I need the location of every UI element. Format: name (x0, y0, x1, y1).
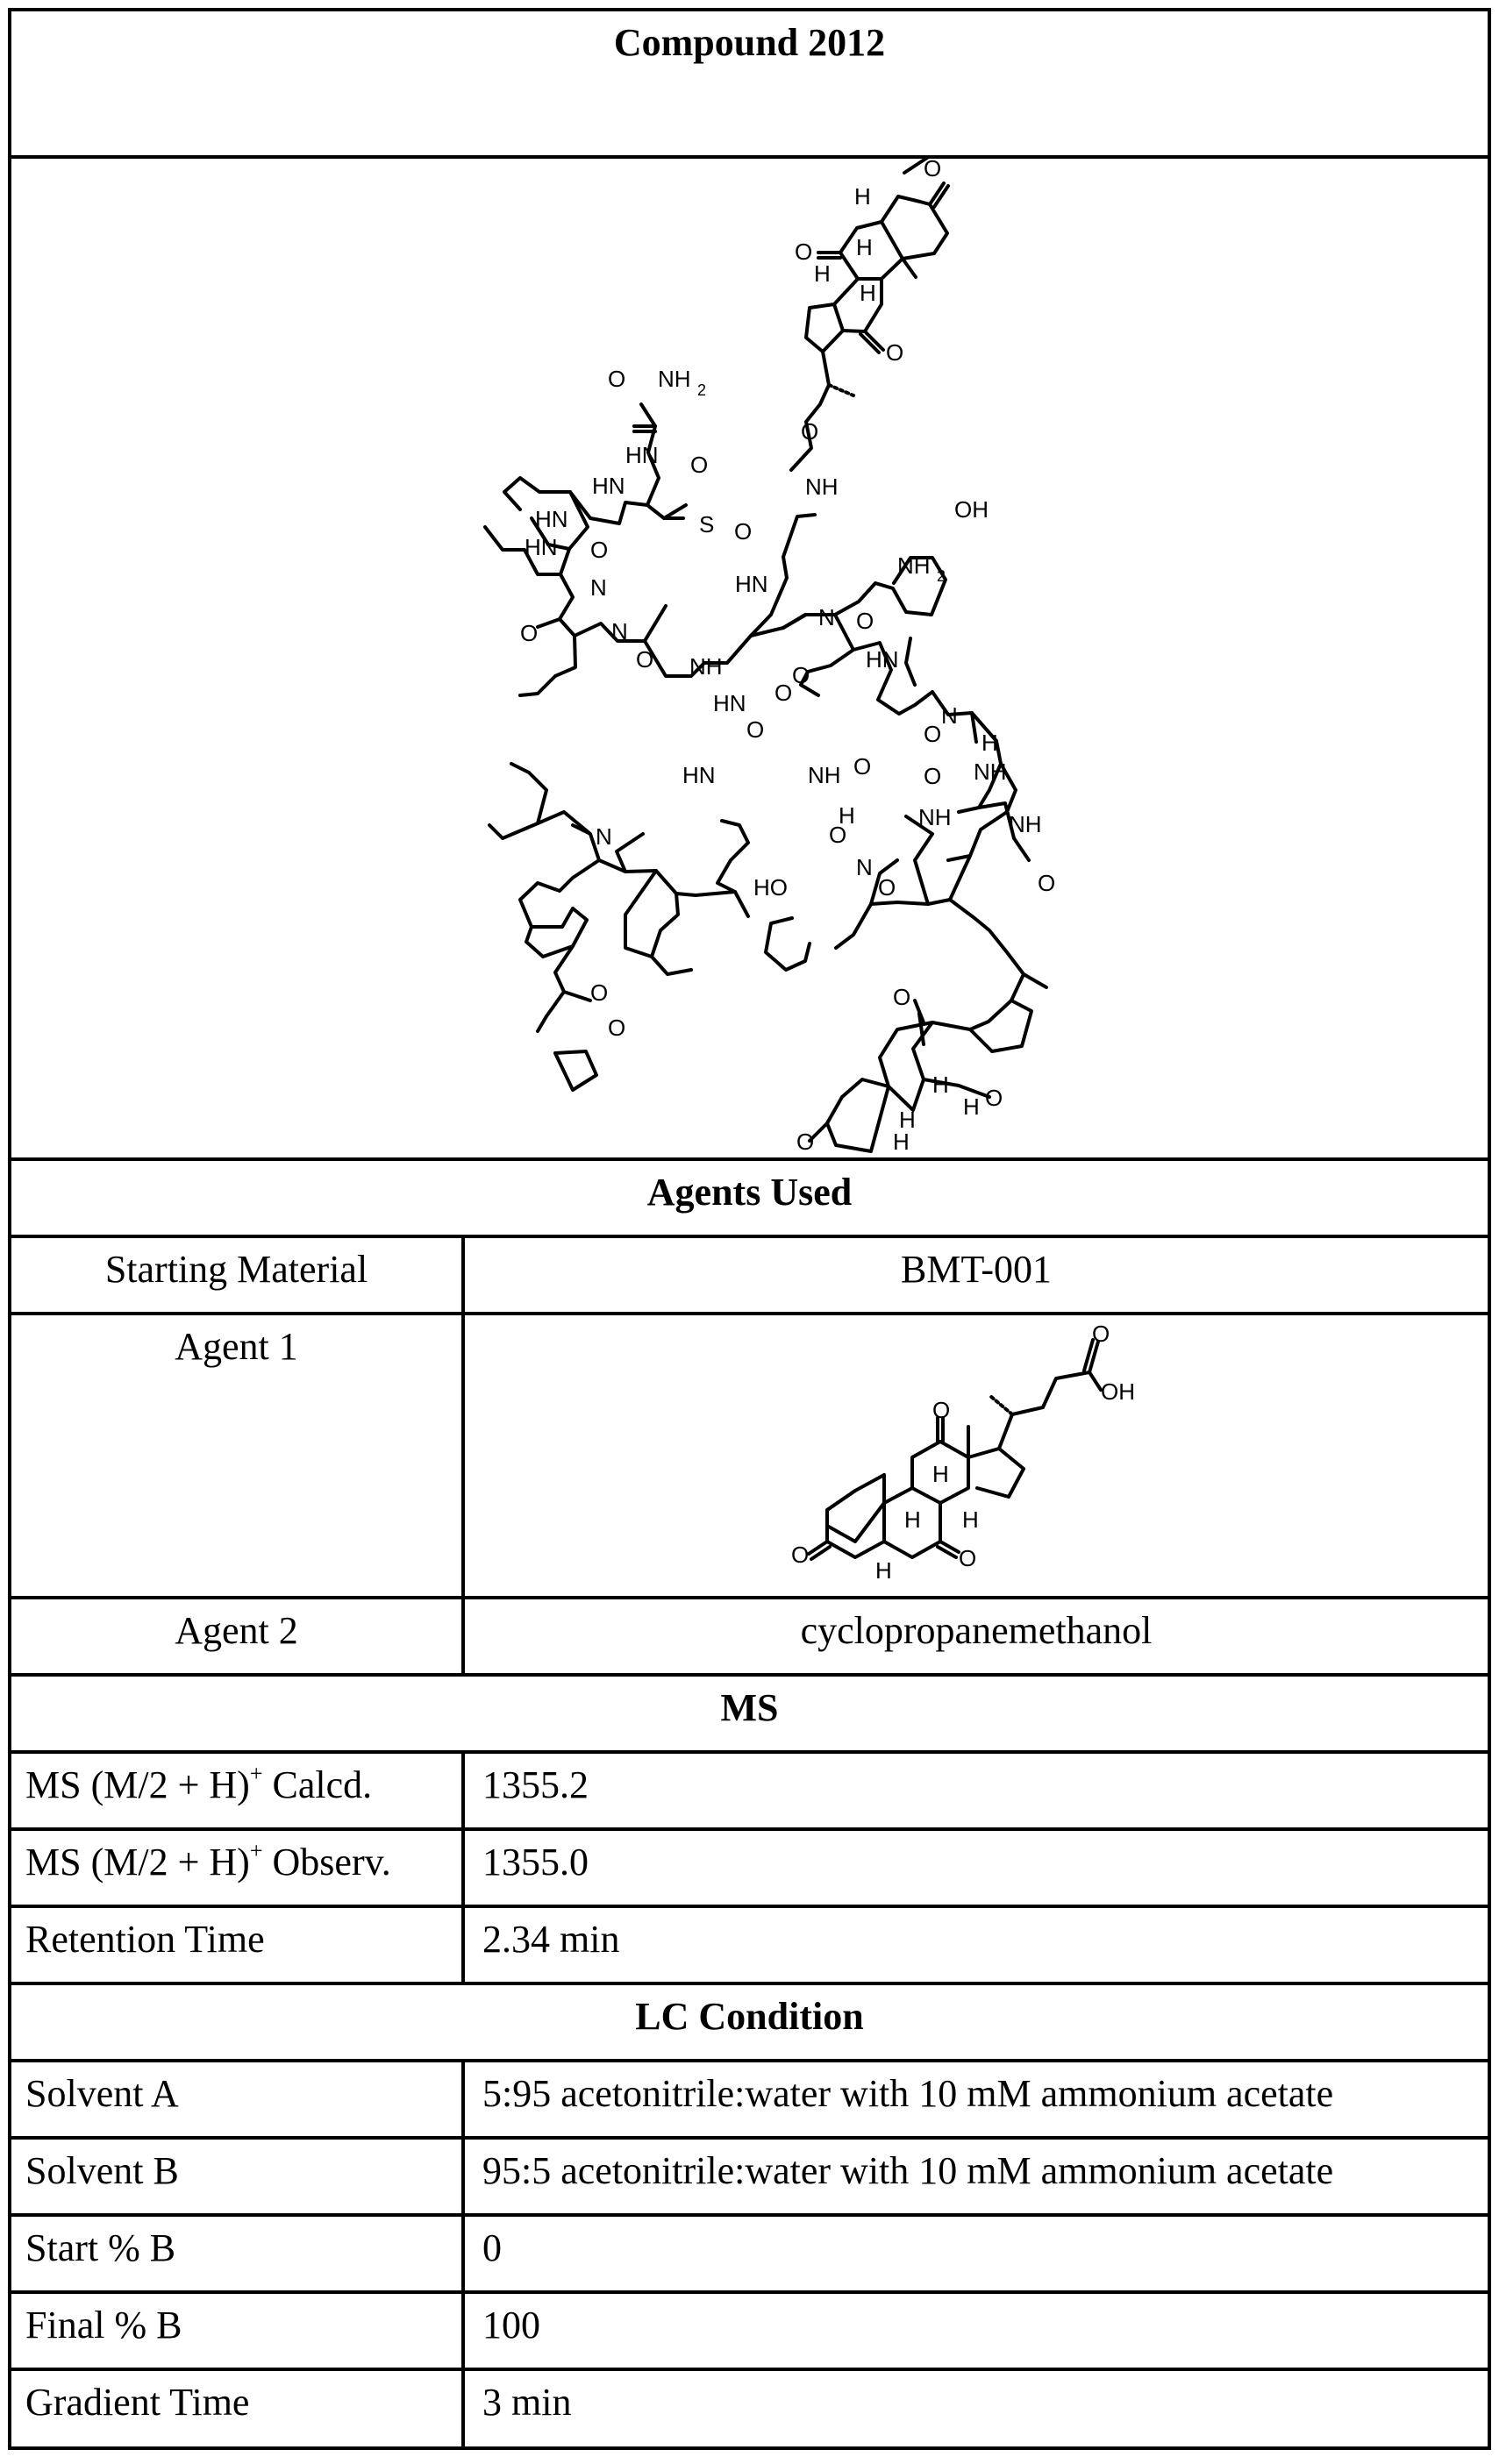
svg-text:O: O (924, 159, 942, 182)
svg-text:HN: HN (735, 571, 768, 597)
svg-text:HN: HN (535, 506, 568, 532)
ms-observ-label-suffix: Observ. (262, 1841, 391, 1884)
svg-text:N: N (818, 604, 835, 630)
ms-calcd-value: 1355.2 (463, 1752, 1489, 1829)
svg-text:O: O (636, 646, 654, 673)
svg-text:O: O (985, 1085, 1003, 1111)
svg-text:O: O (959, 1545, 977, 1571)
svg-text:H: H (963, 1093, 980, 1120)
svg-text:O: O (893, 984, 911, 1010)
svg-text:N: N (596, 823, 612, 850)
starting-material-label: Starting Material (10, 1236, 463, 1314)
svg-text:N: N (590, 574, 607, 601)
svg-text:H: H (932, 1461, 949, 1487)
start-percent-b-label: Start % B (10, 2215, 463, 2292)
solvent-a-label: Solvent A (10, 2061, 463, 2138)
svg-text:H: H (899, 1107, 916, 1133)
svg-text:O: O (774, 680, 793, 706)
svg-text:NH: NH (805, 474, 839, 500)
svg-text:O: O (590, 537, 609, 563)
svg-text:O: O (746, 716, 765, 743)
svg-text:O: O (520, 620, 539, 646)
svg-text:NH: NH (974, 758, 1007, 785)
svg-text:O: O (886, 339, 904, 366)
svg-text:O: O (932, 1397, 951, 1423)
svg-text:O: O (856, 608, 874, 634)
final-percent-b-label: Final % B (10, 2292, 463, 2369)
svg-text:NH: NH (918, 804, 952, 830)
svg-text:HO: HO (753, 874, 788, 901)
svg-text:O: O (590, 979, 609, 1006)
svg-text:2: 2 (937, 567, 946, 585)
svg-text:H: H (839, 802, 855, 829)
svg-text:2: 2 (697, 381, 707, 399)
agent2-value: cyclopropanemethanol (463, 1598, 1489, 1675)
svg-text:N: N (856, 854, 873, 880)
solvent-a-value: 5:95 acetonitrile:water with 10 mM ammonium acetate (463, 2061, 1489, 2138)
svg-text:NH: NH (897, 552, 931, 579)
agent1-label: Agent 1 (10, 1314, 463, 1598)
svg-text:O: O (792, 662, 810, 688)
section-header-agents-used: Agents Used (10, 1159, 1489, 1236)
solvent-b-label: Solvent B (10, 2138, 463, 2215)
svg-text:NH: NH (1009, 811, 1042, 837)
superscript-plus: + (249, 1838, 263, 1863)
svg-text:H: H (962, 1506, 979, 1533)
section-header-ms: MS (10, 1675, 1489, 1752)
svg-text:OH: OH (1101, 1378, 1135, 1405)
svg-text:HN: HN (592, 473, 625, 499)
svg-text:HN: HN (682, 762, 716, 788)
svg-text:HN: HN (525, 534, 558, 560)
retention-time-value: 2.34 min (463, 1906, 1489, 1983)
svg-text:O: O (734, 518, 753, 545)
svg-text:N: N (941, 702, 958, 729)
compound-data-table (8, 8, 1491, 2450)
svg-text:O: O (829, 822, 847, 848)
final-percent-b-value: 100 (463, 2292, 1489, 2369)
svg-text:O: O (801, 418, 819, 445)
svg-text:O: O (795, 239, 813, 265)
svg-text:O: O (1092, 1321, 1110, 1347)
retention-time-label: Retention Time (10, 1906, 463, 1983)
svg-text:N: N (611, 618, 628, 644)
ms-calcd-label (10, 1752, 463, 1829)
svg-text:H: H (981, 730, 998, 756)
ms-observ-label-prefix: MS (M/2 + H) (25, 1841, 250, 1884)
svg-text:OH: OH (954, 496, 989, 523)
svg-text:H: H (814, 260, 831, 287)
svg-text:NH: NH (808, 762, 841, 788)
svg-text:O: O (690, 452, 709, 478)
svg-text:HN: HN (625, 442, 659, 468)
compound-structure-image (11, 159, 1488, 1157)
svg-text:O: O (924, 721, 942, 747)
solvent-b-value: 95:5 acetonitrile:water with 10 mM ammonium acetate (463, 2138, 1489, 2215)
agent1-structure-cell (463, 1314, 1489, 1598)
svg-text:O: O (796, 1129, 815, 1155)
ms-observ-value: 1355.0 (463, 1829, 1489, 1906)
start-percent-b-value: 0 (463, 2215, 1489, 2292)
gradient-time-label: Gradient Time (10, 2369, 463, 2448)
svg-text:S: S (699, 511, 715, 538)
ms-calcd-label-prefix: MS (M/2 + H) (25, 1763, 250, 1806)
svg-text:O: O (924, 763, 942, 789)
ms-observ-label (10, 1829, 463, 1906)
svg-text:O: O (878, 874, 896, 901)
ms-calcd-label-suffix: Calcd. (262, 1763, 373, 1806)
svg-text:O: O (608, 1015, 626, 1041)
starting-material-value: BMT-001 (463, 1236, 1489, 1314)
structure-cell (10, 157, 1489, 1159)
bottom-steroid-fragment (810, 974, 1031, 1151)
svg-text:HN: HN (866, 646, 899, 673)
svg-text:O: O (791, 1542, 810, 1568)
agent1-structure-image (465, 1315, 1491, 1592)
svg-text:NH: NH (658, 366, 691, 392)
svg-text:NH: NH (689, 653, 723, 680)
svg-text:H: H (856, 234, 873, 260)
gradient-time-value: 3 min (463, 2369, 1489, 2448)
svg-text:HN: HN (713, 690, 746, 716)
svg-text:H: H (904, 1506, 921, 1533)
svg-text:O: O (853, 753, 872, 780)
svg-text:H: H (932, 1072, 949, 1098)
svg-text:H: H (893, 1129, 910, 1155)
agent2-label: Agent 2 (10, 1598, 463, 1675)
svg-text:O: O (1038, 870, 1056, 896)
svg-text:H: H (875, 1557, 892, 1584)
superscript-plus: + (249, 1761, 263, 1786)
svg-text:O: O (608, 366, 626, 392)
compound-title: Compound 2012 (10, 10, 1489, 157)
svg-text:H: H (854, 183, 871, 210)
svg-text:H: H (860, 280, 876, 306)
section-header-lc-condition: LC Condition (10, 1983, 1489, 2061)
